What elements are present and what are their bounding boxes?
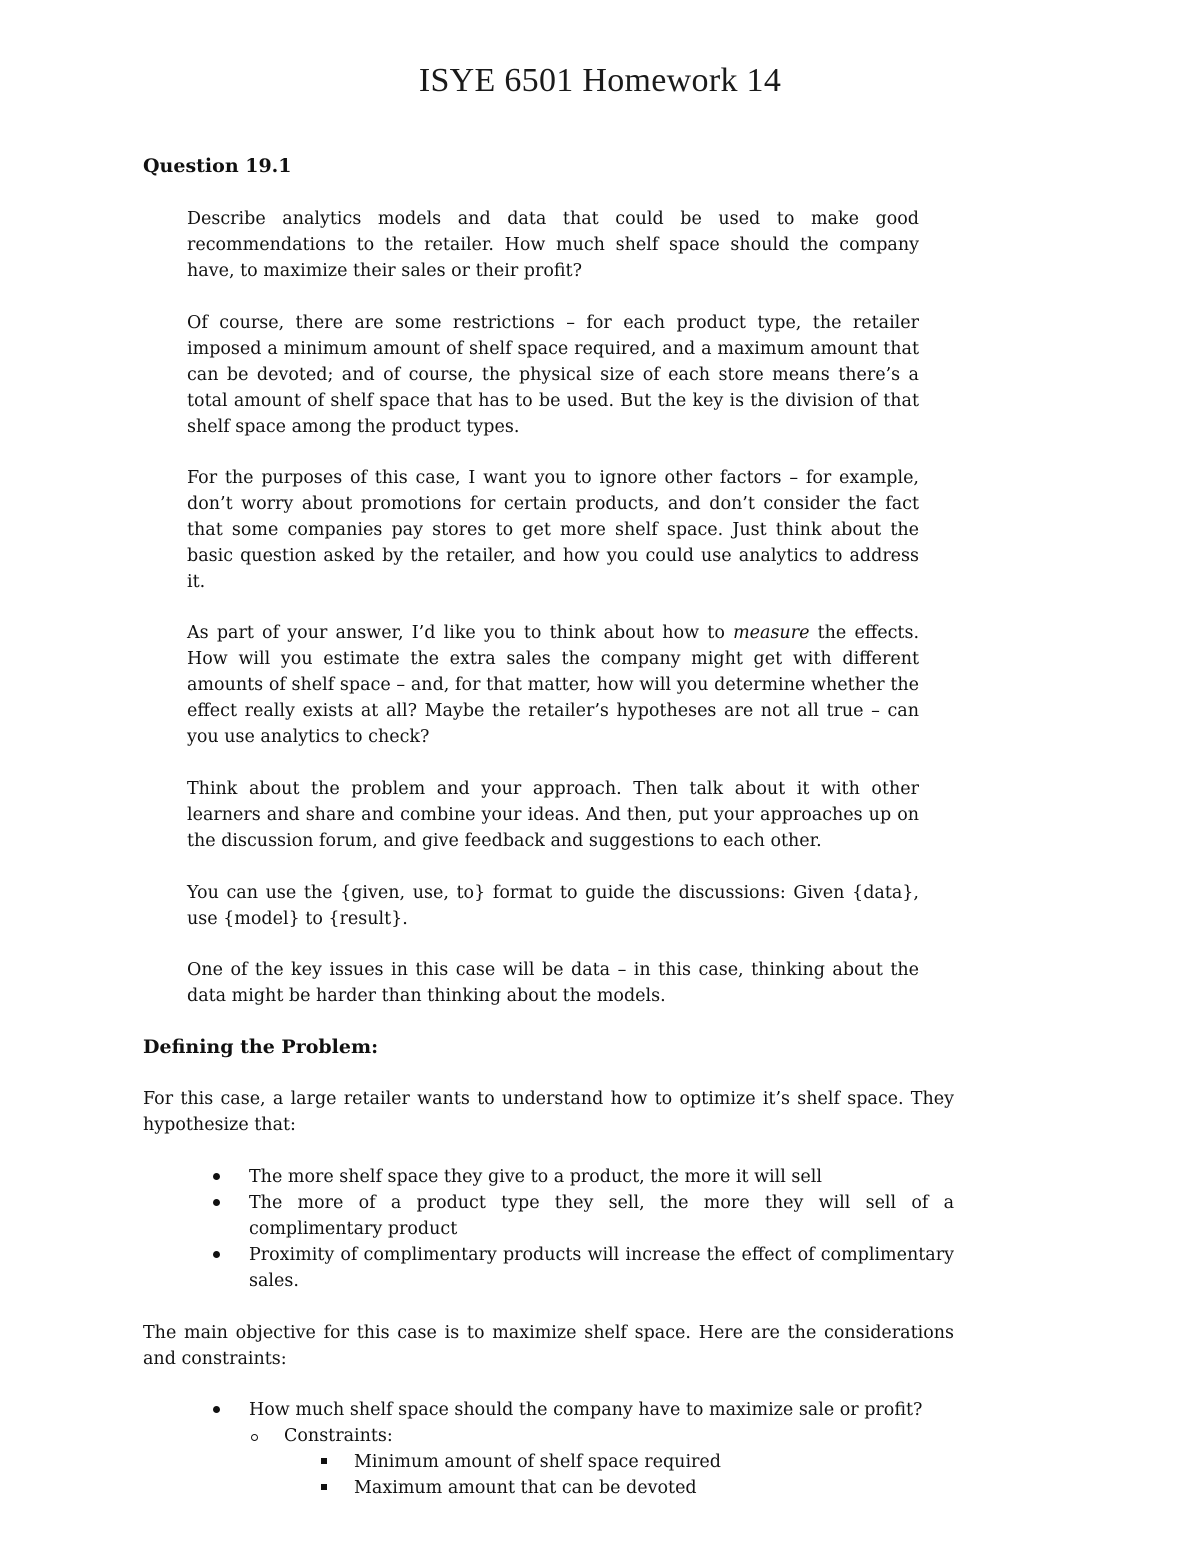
document-title: ISYE 6501 Homework 14	[418, 62, 782, 99]
list-item: Minimum amount of shelf space required	[143, 1449, 954, 1475]
list-item: The more shelf space they give to a product, the more it will sell	[143, 1164, 954, 1190]
list-item: The more of a product type they sell, the more they will sell of a complimentary product	[143, 1190, 954, 1242]
question-paragraph-4	[187, 620, 919, 750]
question-paragraph-3: For the purposes of this case, I want you to ignore other factors – for example, don’t worry about promotions for certain products, and don’t consider the fact that some companies pay stores to get more shelf space. Just think about the basic question asked by the retailer, and how you could use analytics to address it.	[187, 468, 919, 592]
question-paragraph-7: One of the key issues in this case will be data – in this case, thinking about the data might be harder than thinking about the models.	[187, 960, 919, 1006]
defining-intro: For this case, a large retailer wants to understand how to optimize it’s shelf space. They hypothesize that:	[143, 1089, 954, 1135]
question-paragraph-1: Describe analytics models and data that could be used to make good recommendations to the retailer. How much shelf space should the company have, to maximize their sales or their profit?	[187, 209, 919, 281]
list-item: Maximum amount that can be devoted	[143, 1475, 954, 1501]
question-heading: Question 19.1	[143, 155, 292, 177]
list-item: How much shelf space should the company have to maximize sale or profit?	[143, 1397, 954, 1423]
bullet-icon	[213, 1199, 220, 1206]
list-item: Constraints:	[143, 1423, 954, 1449]
considerations-list	[143, 1397, 954, 1501]
bullet-icon	[213, 1251, 220, 1258]
square-bullet-icon	[321, 1458, 327, 1464]
defining-heading: Defining the Problem:	[143, 1036, 379, 1058]
objective-paragraph: The main objective for this case is to maximize shelf space. Here are the considerations and constraints:	[143, 1323, 954, 1369]
bullet-icon	[213, 1173, 220, 1180]
question-paragraph-2: Of course, there are some restrictions – for each product type, the retailer imposed a minimum amount of shelf space required, and a maximum amount that can be devoted; and of course, the physical size of each store means there’s a total amount of shelf space that has to be used. But the key is the division of that shelf space among the product types.	[187, 313, 919, 437]
p4-text-post: the effects. How will you estimate the extra sales the company might get with different amounts of shelf space – and, for that matter, how will you determine whether the effect really exists at all? Maybe the retailer’s hypotheses are not all true – can you use analytics to check?	[187, 623, 920, 747]
square-bullet-icon	[321, 1484, 327, 1490]
bullet-icon	[213, 1406, 220, 1413]
p4-emphasis: measure	[733, 623, 810, 643]
list-item: Proximity of complimentary products will increase the effect of complimentary sales.	[143, 1242, 954, 1294]
question-paragraph-5: Think about the problem and your approach. Then talk about it with other learners and share and combine your ideas. And then, put your approaches up on the discussion forum, and give feedback and suggestions to each other.	[187, 779, 919, 851]
p4-text-pre: As part of your answer, I’d like you to think about how to	[187, 623, 734, 643]
circle-bullet-icon	[251, 1434, 258, 1441]
hypotheses-list	[143, 1164, 954, 1294]
question-paragraph-6: You can use the {given, use, to} format to guide the discussions: Given {data}, use {model} to {result}.	[187, 883, 919, 929]
